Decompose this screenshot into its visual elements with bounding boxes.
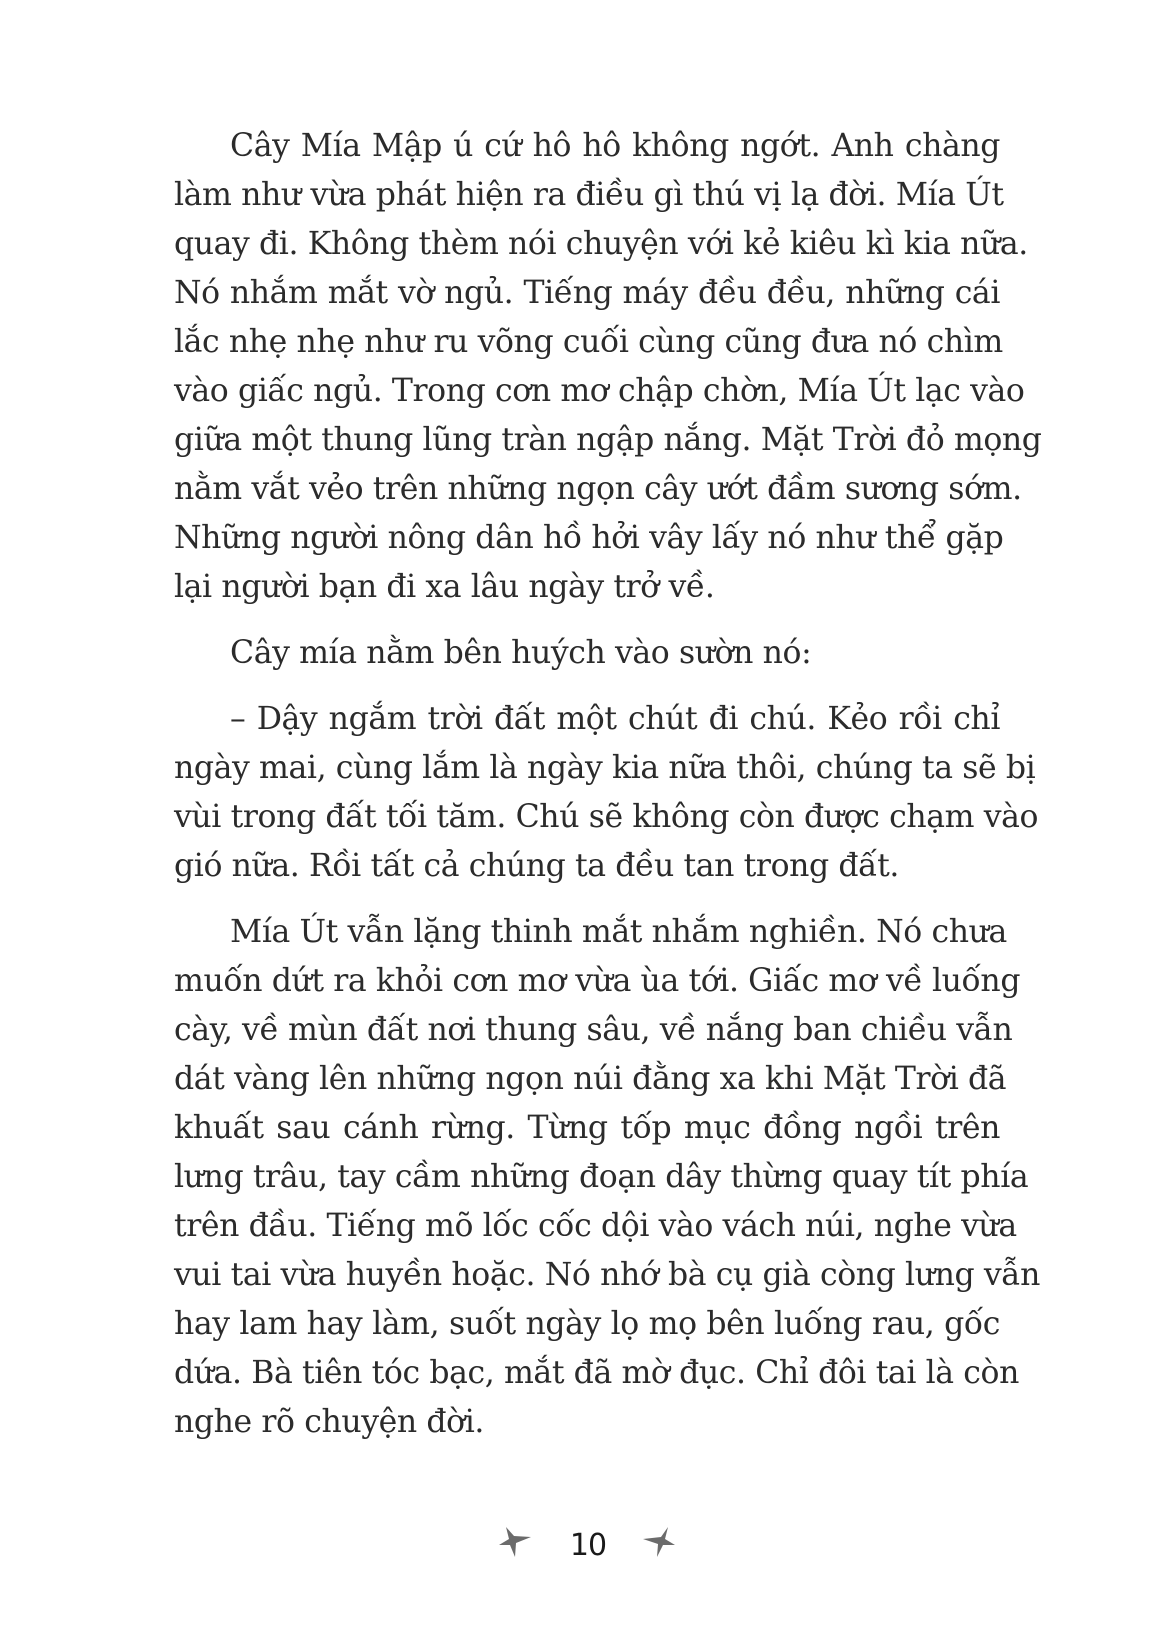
text-line: Cây Mía Mập ú cứ hô hô không ngớt. Anh chàng [230, 128, 1000, 164]
star-icon [639, 1524, 677, 1560]
page-number: 10 [569, 1528, 607, 1563]
text-line: Những người nông dân hồ hởi vây lấy nó như thể gặp [174, 520, 1004, 556]
text-line: Mía Út vẫn lặng thinh mắt nhắm nghiền. Nó chưa [230, 914, 1007, 950]
text-line: vào giấc ngủ. Trong cơn mơ chập chờn, Mía Út lạc vào [174, 373, 1025, 409]
paragraph-1 [174, 122, 1042, 612]
star-icon [497, 1524, 535, 1560]
text-line: nghe rõ chuyện đời. [174, 1404, 484, 1440]
text-line: trên đầu. Tiếng mõ lốc cốc dội vào vách núi, nghe vừa [174, 1208, 1017, 1244]
text-line: cày, về mùn đất nơi thung sâu, về nắng ban chiều vẫn [174, 1012, 1013, 1048]
text-line: lắc nhẹ nhẹ như ru võng cuối cùng cũng đưa nó chìm [174, 324, 1003, 360]
text-line: Cây mía nằm bên huých vào sườn nó: [230, 635, 812, 671]
text-line: muốn dứt ra khỏi cơn mơ vừa ùa tới. Giấc mơ về luống [174, 963, 1021, 999]
text-line: dát vàng lên những ngọn núi đằng xa khi Mặt Trời đã [174, 1061, 1007, 1097]
text-line: Nó nhắm mắt vờ ngủ. Tiếng máy đều đều, những cái [174, 275, 1000, 311]
text-line: lại người bạn đi xa lâu ngày trở về. [174, 569, 715, 605]
text-line: giữa một thung lũng tràn ngập nắng. Mặt Trời đỏ mọng [174, 422, 1042, 458]
text-line: quay đi. Không thèm nói chuyện với kẻ kiêu kì kia nữa. [174, 226, 1028, 262]
paragraph-2 [174, 629, 1000, 678]
text-line: nằm vắt vẻo trên những ngọn cây ướt đầm sương sớm. [174, 471, 1022, 507]
paragraph-3-dialogue [174, 695, 1039, 891]
text-line: vùi trong đất tối tăm. Chú sẽ không còn được chạm vào [174, 799, 1039, 835]
text-line: – Dậy ngắm trời đất một chút đi chú. Kẻo rồi chỉ [230, 701, 1000, 737]
text-line: gió nữa. Rồi tất cả chúng ta đều tan trong đất. [174, 848, 899, 884]
text-line: hay lam hay làm, suốt ngày lọ mọ bên luống rau, gốc [174, 1306, 1000, 1342]
paragraph-4 [174, 908, 1041, 1447]
text-line: lưng trâu, tay cầm những đoạn dây thừng quay tít phía [174, 1159, 1029, 1195]
text-line: khuất sau cánh rừng. Từng tốp mục đồng ngồi trên [174, 1110, 1000, 1146]
page-footer [0, 1518, 1174, 1574]
text-line: vui tai vừa huyền hoặc. Nó nhớ bà cụ già còng lưng vẫn [174, 1257, 1041, 1293]
text-line: ngày mai, cùng lắm là ngày kia nữa thôi, chúng ta sẽ bị [174, 750, 1036, 786]
text-line: dứa. Bà tiên tóc bạc, mắt đã mờ đục. Chỉ đôi tai là còn [174, 1355, 1019, 1391]
body-text [174, 122, 1042, 1464]
text-line: làm như vừa phát hiện ra điều gì thú vị lạ đời. Mía Út [174, 177, 1004, 213]
